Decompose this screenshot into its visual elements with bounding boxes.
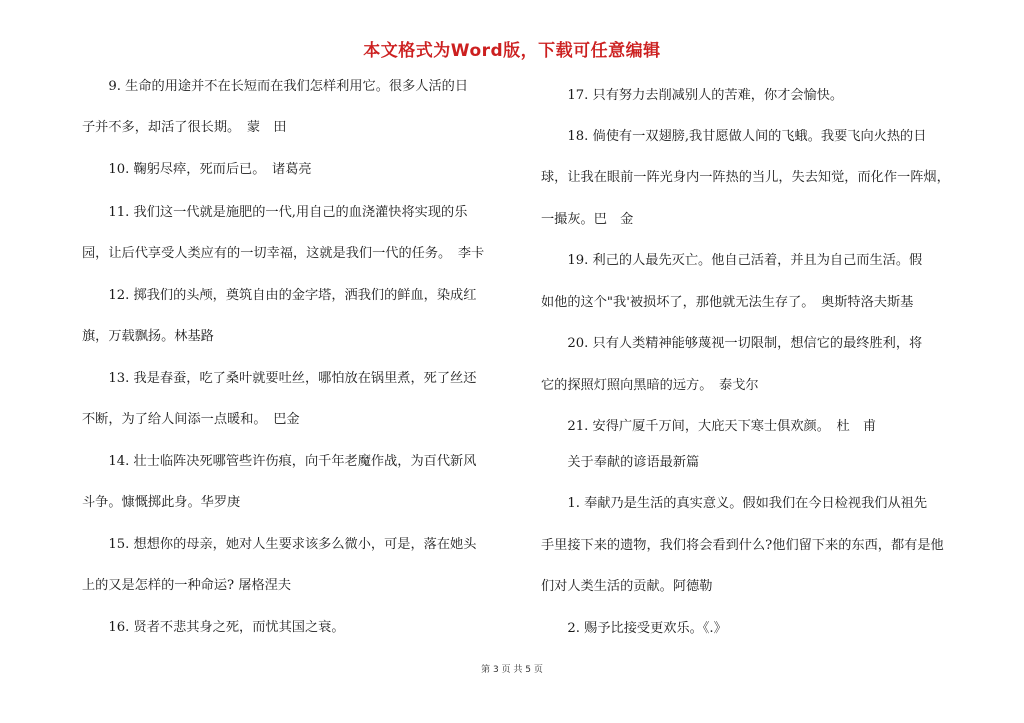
text-line: 们对人类生活的贡献。阿德勒 — [541, 579, 713, 594]
text-line: 一撮灰。巴 金 — [541, 212, 634, 227]
text-line: 不断，为了给人间添一点暖和。 巴金 — [82, 412, 300, 427]
text-line: 11. 我们这一代就是施肥的一代,用自己的血浇灌快将实现的乐 — [82, 205, 468, 220]
text-line: 18. 倘使有一双翅膀,我甘愿做人间的飞蛾。我要飞向火热的日 — [541, 129, 927, 144]
section-heading: 关于奉献的谚语最新篇 — [541, 455, 700, 470]
text-line: 旗，万载飘扬。林基路 — [82, 329, 214, 344]
text-line: 2. 赐予比接受更欢乐。《.》 — [541, 621, 727, 636]
text-line: 21. 安得广厦千万间，大庇天下寒士俱欢颜。 杜 甫 — [541, 419, 877, 434]
text-line: 它的探照灯照向黑暗的远方。 泰戈尔 — [541, 378, 759, 393]
text-line: 9. 生命的用途并不在长短而在我们怎样利用它。很多人活的日 — [82, 79, 469, 94]
text-line: 手里接下来的遗物，我们将会看到什么?他们留下来的东西，都有是他 — [541, 538, 944, 553]
text-line: 14. 壮士临阵决死哪管些许伤痕，向千年老魔作战，为百代新风 — [82, 454, 477, 469]
page-number: 第 3 页 共 5 页 — [481, 665, 543, 675]
text-line: 20. 只有人类精神能够蔑视一切限制，想信它的最终胜利，将 — [541, 336, 923, 351]
text-line: 上的又是怎样的一种命运? 屠格涅夫 — [82, 578, 292, 593]
text-line: 如他的这个"我'被损坏了，那他就无法生存了。 奥斯特洛夫斯基 — [541, 295, 914, 310]
text-line: 斗争。慷慨掷此身。华罗庚 — [82, 495, 241, 510]
text-line: 16. 贤者不悲其身之死，而忧其国之衰。 — [82, 620, 345, 635]
text-line: 园，让后代享受人类应有的一切幸福，这就是我们一代的任务。 李卡 — [82, 246, 485, 261]
text-line: 15. 想想你的母亲，她对人生要求该多么微小，可是，落在她头 — [82, 537, 477, 552]
text-line: 12. 掷我们的头颅，奠筑自由的金字塔，洒我们的鲜血，染成红 — [82, 288, 477, 303]
editable-banner: 本文格式为Word版，下载可任意编辑 — [363, 41, 661, 61]
text-line: 1. 奉献乃是生活的真实意义。假如我们在今日检视我们从祖先 — [541, 496, 928, 511]
text-line: 子并不多，却活了很长期。 蒙 田 — [82, 120, 287, 135]
text-line: 13. 我是春蚕，吃了桑叶就要吐丝，哪怕放在锅里煮，死了丝还 — [82, 371, 477, 386]
text-line: 19. 利己的人最先灭亡。他自己活着，并且为自己而生活。假 — [541, 253, 923, 268]
text-line: 球，让我在眼前一阵光身内一阵热的当儿，失去知觉，而化作一阵烟， — [541, 170, 950, 185]
text-line: 17. 只有努力去削减别人的苦难，你才会愉快。 — [541, 88, 844, 103]
text-line: 10. 鞠躬尽瘁，死而后已。 诸葛亮 — [82, 162, 312, 177]
